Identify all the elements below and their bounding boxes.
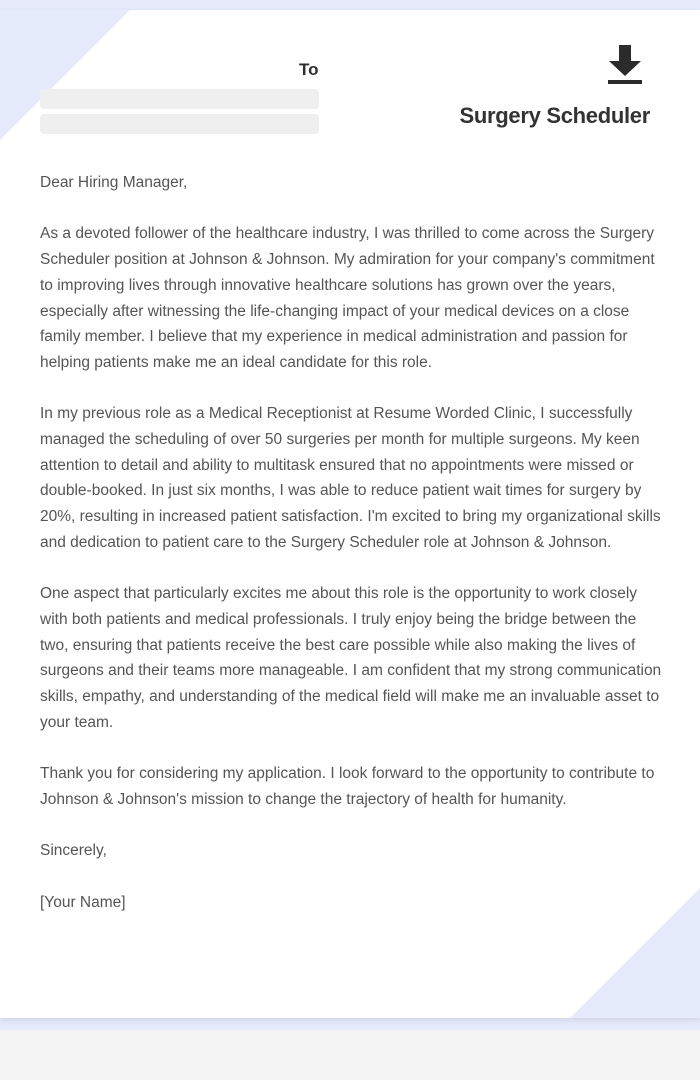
letter-paragraph: In my previous role as a Medical Receptionist at Resume Worded Clinic, I successfully managed the scheduling of over 50 surgeries per month for multiple surgeons. My keen attention to detail and ability to multitask ensured that no appointments were missed or double-booked. In just six months, I was able to reduce patient wait times for surgery by 20%, resulting in increased patient satisfaction. I'm excited to bring my organizational skills and dedication to patient care to the Surgery Scheduler role at Johnson & Johnson. (40, 405, 661, 551)
closing: Sincerely, (40, 842, 107, 860)
recipient-address-placeholder-line-1 (40, 89, 319, 109)
letter-body (40, 170, 666, 941)
letter-paragraph: As a devoted follower of the healthcare industry, I was thrilled to come across the Surgery Scheduler position at Johnson & Johnson. My admiration for your company's commitment to improving lives through innovative healthcare solutions has grown over the years, especially after witnessing the life-changing impact of your medical devices on a close family member. I believe that my experience in medical administration and passion for helping patients make me an ideal candidate for this role. (40, 225, 655, 371)
salutation: Dear Hiring Manager, (40, 174, 188, 191)
recipient-address-placeholder-line-2 (40, 114, 319, 134)
footer-strip (0, 1030, 700, 1080)
signature: [Your Name] (40, 893, 126, 911)
download-icon[interactable] (604, 44, 646, 86)
letter-paragraph: Thank you for considering my application. I look forward to the opportunity to contribute to Johnson & Johnson's mission to change the trajectory of health for humanity. (40, 765, 655, 808)
letter-paragraph: One aspect that particularly excites me about this role is the opportunity to work closely with both patients and medical professionals. I truly enjoy being the bridge between the two, ensuring that patients receive the best care possible while also making the lives of surgeons and their teams more manageable. I am confident that my strong communication skills, empathy, and understanding of the medical field will make me an invaluable asset to your team. (40, 585, 662, 731)
to-label: To (299, 60, 319, 79)
document-title: Surgery Scheduler (459, 103, 650, 128)
letter-sheet (0, 10, 700, 1018)
